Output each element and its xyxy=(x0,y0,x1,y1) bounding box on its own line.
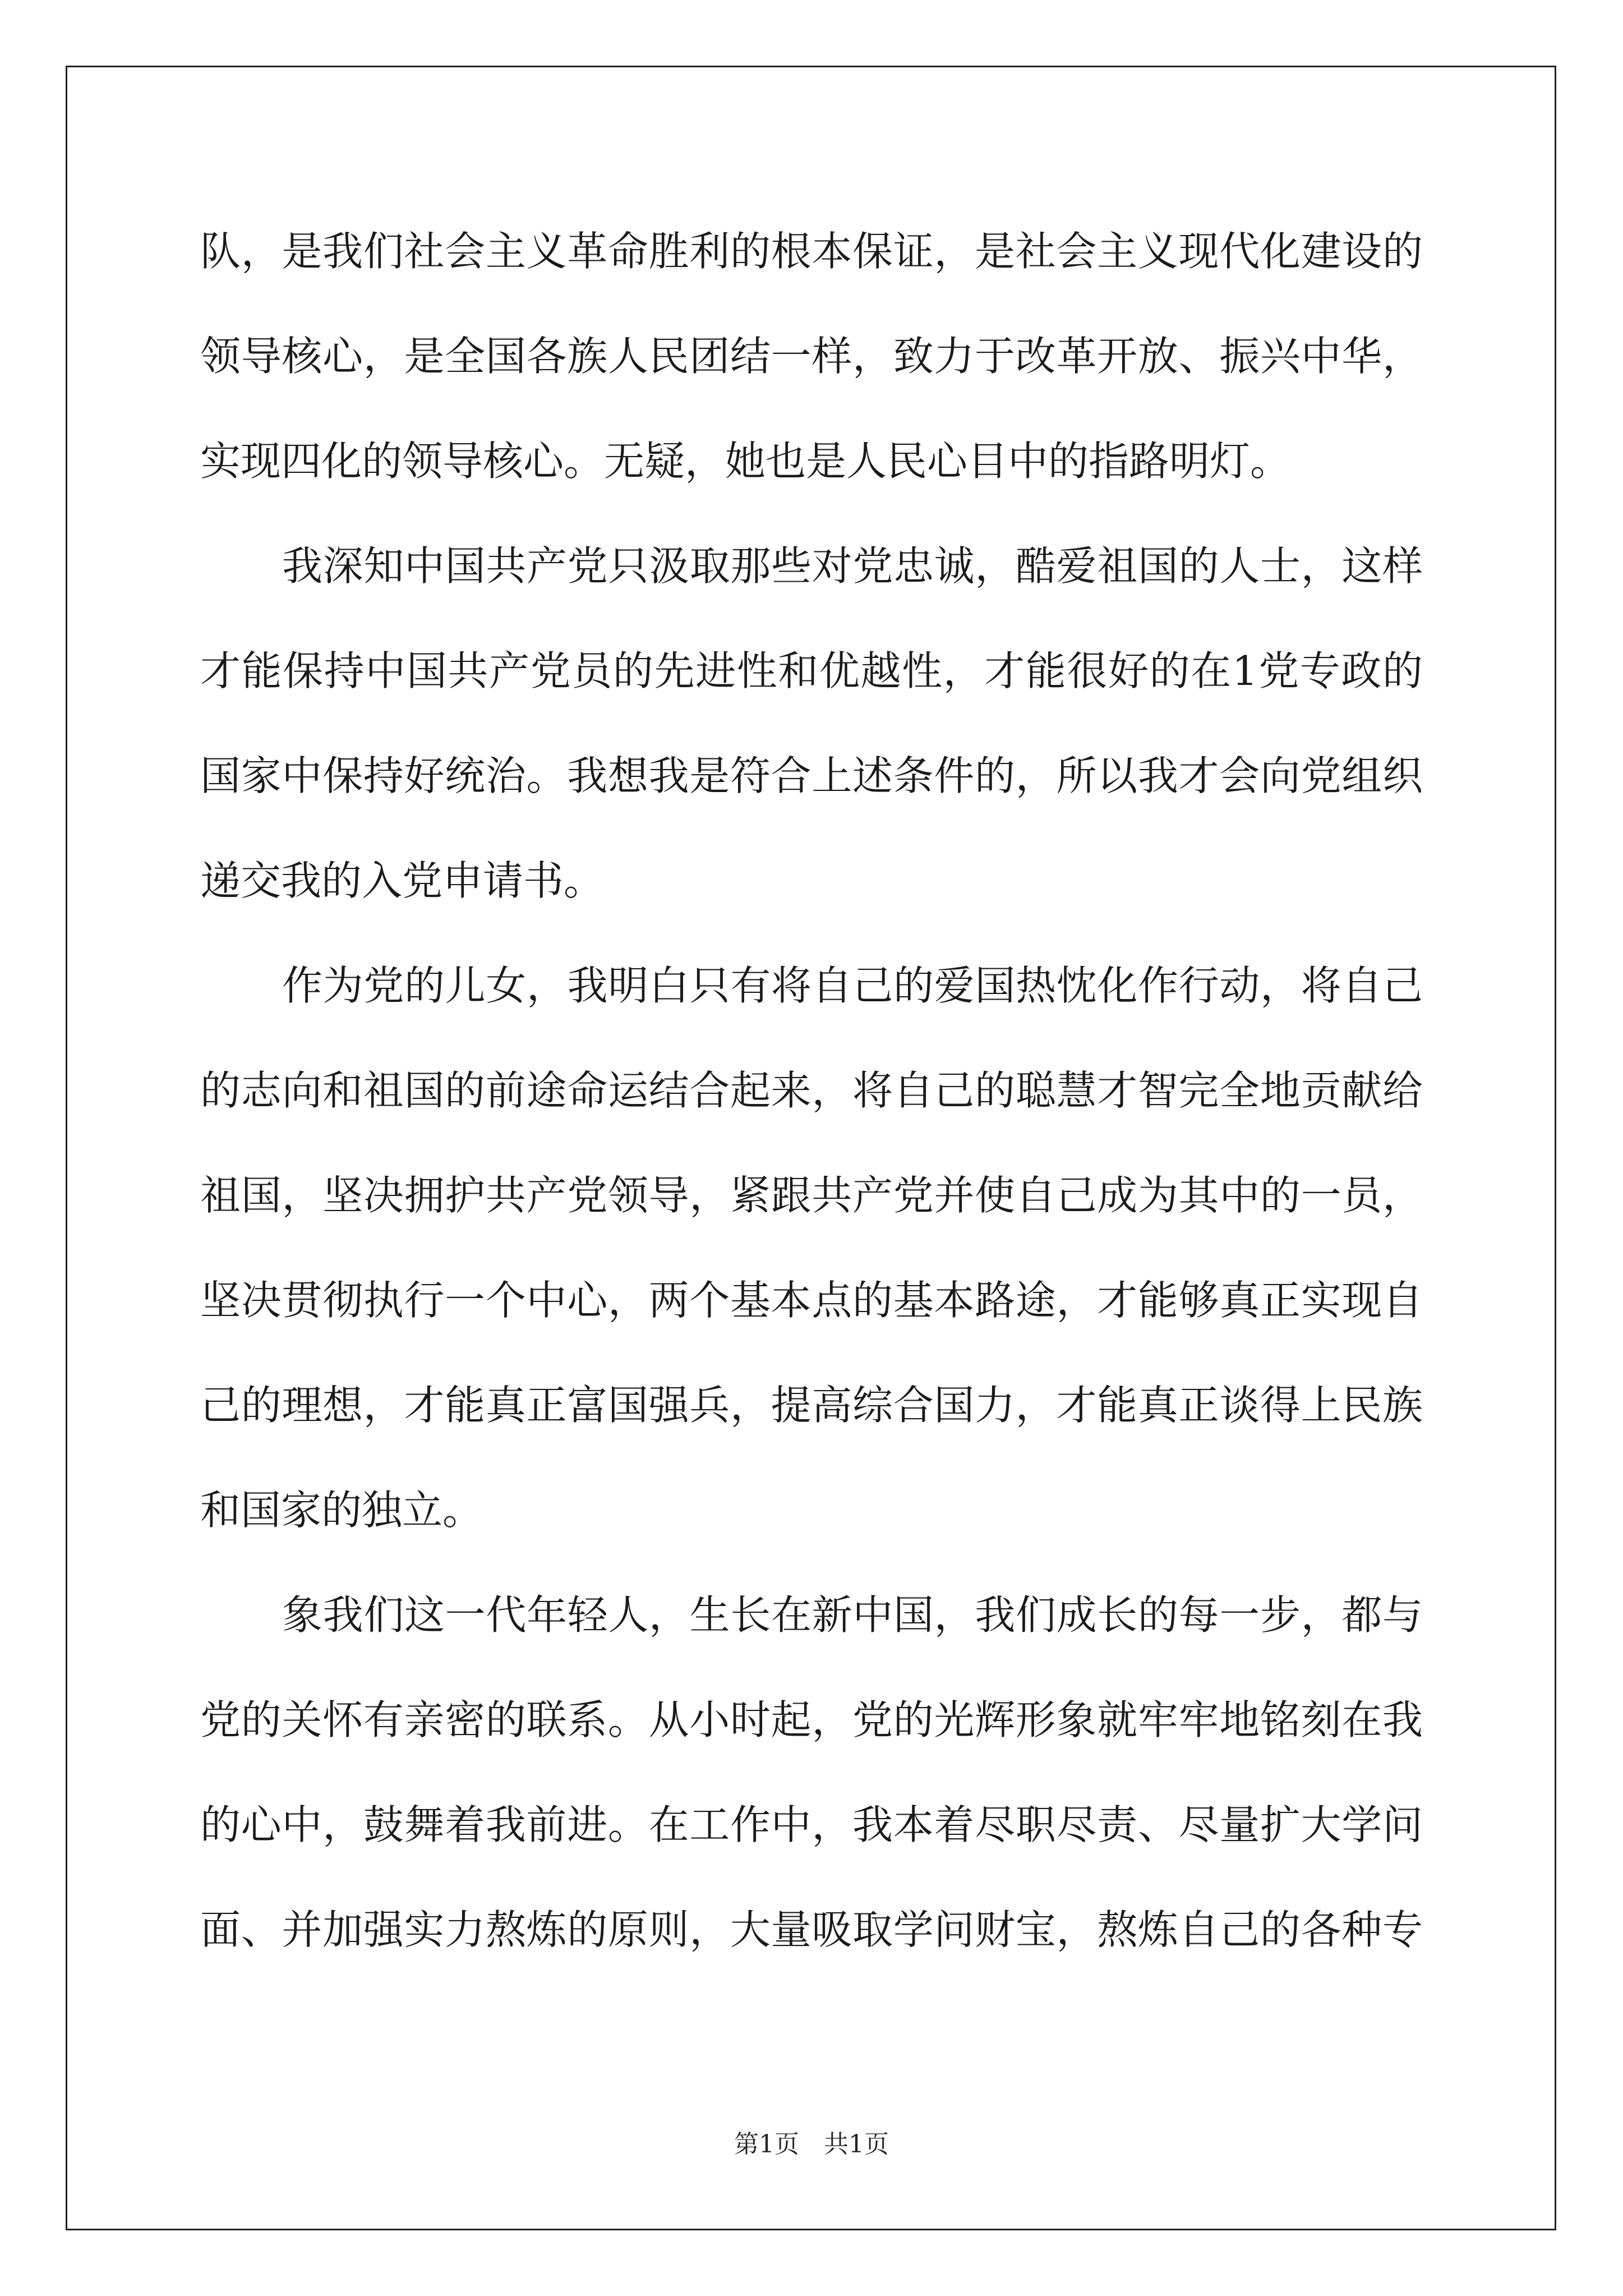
page-footer: 第1页 共1页 xyxy=(734,2130,889,2159)
paragraph-line: 祖国，坚决拥护共产党领导，紧跟共产党并使自己成为其中的一员， xyxy=(200,1172,1423,1219)
paragraph-line: 坚决贯彻执行一个中心，两个基本点的基本路途，才能够真正实现自 xyxy=(200,1277,1423,1324)
paragraph-line: 国家中保持好统治。我想我是符合上述条件的，所以我才会向党组织 xyxy=(200,752,1423,799)
paragraph-line: 队，是我们社会主义革命胜利的根本保证，是社会主义现代化建设的 xyxy=(200,228,1423,275)
paragraph-first-line: 作为党的儿女，我明白只有将自己的爱国热忱化作行动，将自己 xyxy=(282,962,1423,1009)
paragraph-line: 党的关怀有亲密的联系。从小时起，党的光辉形象就牢牢地铭刻在我 xyxy=(200,1696,1423,1743)
paragraph-line: 才能保持中国共产党员的先进性和优越性，才能很好的在1党专政的 xyxy=(200,647,1423,694)
paragraph-line: 的心中，鼓舞着我前进。在工作中，我本着尽职尽责、尽量扩大学问 xyxy=(200,1801,1423,1848)
paragraph-line: 领导核心，是全国各族人民团结一样，致力于改革开放、振兴中华， xyxy=(200,333,1423,380)
paragraph-line: 递交我的入党申请书。 xyxy=(200,857,605,904)
paragraph-line: 己的理想，才能真正富国强兵，提高综合国力，才能真正谈得上民族 xyxy=(200,1382,1423,1429)
paragraph-line: 实现四化的领导核心。无疑，她也是人民心目中的指路明灯。 xyxy=(200,438,1291,485)
paragraph-line: 的志向和祖国的前途命运结合起来，将自己的聪慧才智完全地贡献给 xyxy=(200,1067,1423,1114)
paragraph-line: 面、并加强实力熬炼的原则，大量吸取学问财宝，熬炼自己的各种专 xyxy=(200,1906,1423,1953)
paragraph-first-line: 象我们这一代年轻人，生长在新中国，我们成长的每一步，都与 xyxy=(282,1591,1423,1639)
paragraph-line: 和国家的独立。 xyxy=(200,1487,483,1534)
paragraph-first-line: 我深知中国共产党只汲取那些对党忠诚，酷爱祖国的人士，这样 xyxy=(282,542,1423,590)
